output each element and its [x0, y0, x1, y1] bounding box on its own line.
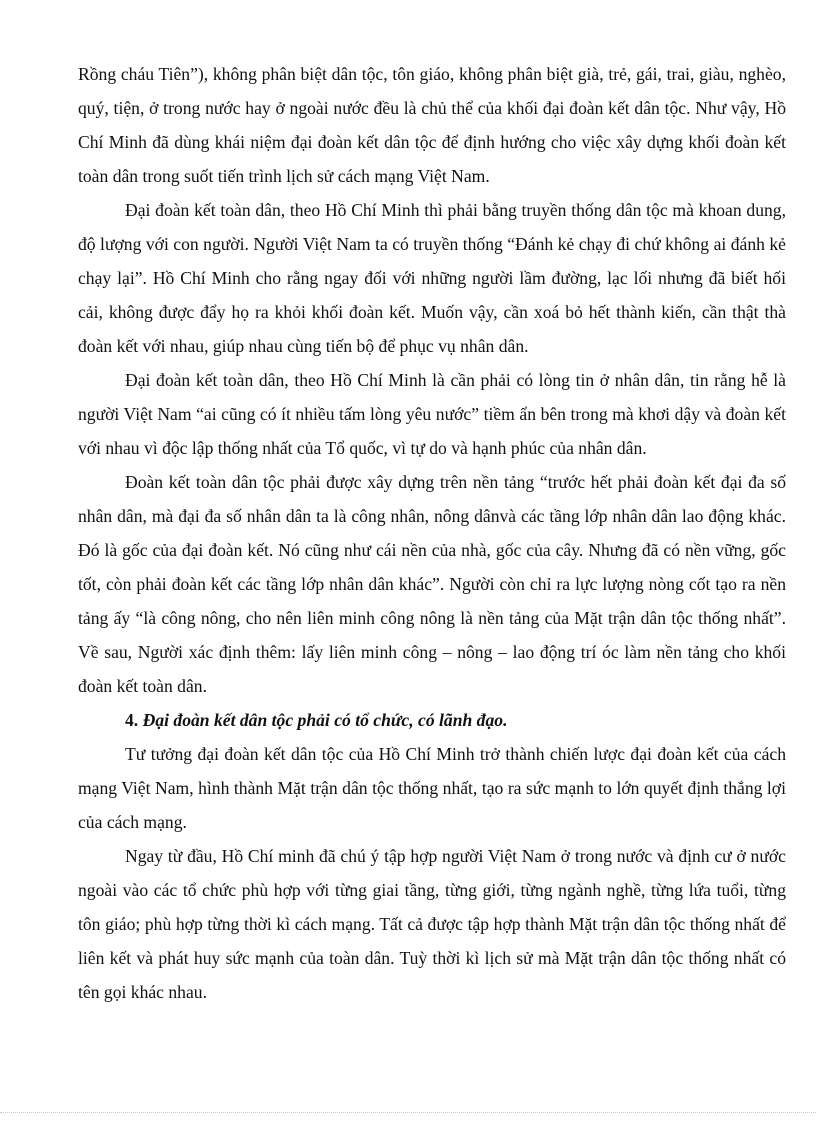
document-page: [78, 57, 786, 1009]
paragraph-organization: Ngay từ đầu, Hồ Chí minh đã chú ý tập hợp người Việt Nam ở trong nước và định cư ở nước ngoài vào các tổ chức phù hợp với từng giai tầng, từng giới, từng ngành nghề, từng lứa tuổi, từng tôn giáo; phù hợp từng thời kì cách mạng. Tất cả được tập hợp thành Mặt trận dân tộc thống nhất để liên kết và phát huy sức mạnh của toàn dân. Tuỳ thời kì lịch sử mà Mặt trận dân tộc thống nhất có tên gọi khác nhau.: [78, 846, 786, 1002]
paragraph-continuation: Rồng cháu Tiên”), không phân biệt dân tộc, tôn giáo, không phân biệt già, trẻ, gái, trai, giàu, nghèo, quý, tiện, ở trong nước hay ở ngoài nước đều là chủ thể của khối đại đoàn kết dân tộc. Như vậy, Hồ Chí Minh đã dùng khái niệm đại đoàn kết dân tộc để định hướng cho việc xây dựng khối đoàn kết toàn dân trong suốt tiến trình lịch sử cách mạng Việt Nam.: [78, 64, 786, 186]
page-bottom-divider: [0, 1112, 816, 1113]
section-heading-title: Đại đoàn kết dân tộc phải có tổ chức, có lãnh đạo.: [142, 710, 508, 730]
paragraph-strategy: Tư tưởng đại đoàn kết dân tộc của Hồ Chí Minh trở thành chiến lược đại đoàn kết của cách mạng Việt Nam, hình thành Mặt trận dân tộc thống nhất, tạo ra sức mạnh to lớn quyết định thắng lợi của cách mạng.: [78, 744, 786, 832]
paragraph-tolerance: Đại đoàn kết toàn dân, theo Hồ Chí Minh thì phải bằng truyền thống dân tộc mà khoan dung, độ lượng với con người. Người Việt Nam ta có truyền thống “Đánh kẻ chạy đi chứ không ai đánh kẻ chạy lại”. Hồ Chí Minh cho rằng ngay đối với những người lầm đường, lạc lối nhưng đã biết hối cải, không được đẩy họ ra khỏi khối đoàn kết. Muốn vậy, cần xoá bỏ hết thành kiến, cần thật thà đoàn kết với nhau, giúp nhau cùng tiến bộ để phục vụ nhân dân.: [78, 200, 786, 356]
section-heading-number: 4.: [125, 710, 139, 730]
section-heading: [78, 703, 786, 737]
paragraph-foundation: Đoàn kết toàn dân tộc phải được xây dựng trên nền tảng “trước hết phải đoàn kết đại đa số nhân dân, mà đại đa số nhân dân ta là công nhân, nông dânvà các tầng lớp nhân dân lao động khác. Đó là gốc của đại đoàn kết. Nó cũng như cái nền của nhà, gốc của cây. Nhưng đã có nền vững, gốc tốt, còn phải đoàn kết các tầng lớp nhân dân khác”. Người còn chỉ ra lực lượng nòng cốt tạo ra nền tảng ấy “là công nông, cho nên liên minh công nông là nền tảng của Mặt trận dân tộc thống nhất”. Về sau, Người xác định thêm: lấy liên minh công – nông – lao động trí óc làm nền tảng cho khối đoàn kết toàn dân.: [78, 472, 786, 696]
paragraph-trust: Đại đoàn kết toàn dân, theo Hồ Chí Minh là cần phải có lòng tin ở nhân dân, tin rằng hễ là người Việt Nam “ai cũng có ít nhiều tấm lòng yêu nước” tiềm ẩn bên trong mà khơi dậy và đoàn kết với nhau vì độc lập thống nhất của Tổ quốc, vì tự do và hạnh phúc của nhân dân.: [78, 370, 786, 458]
